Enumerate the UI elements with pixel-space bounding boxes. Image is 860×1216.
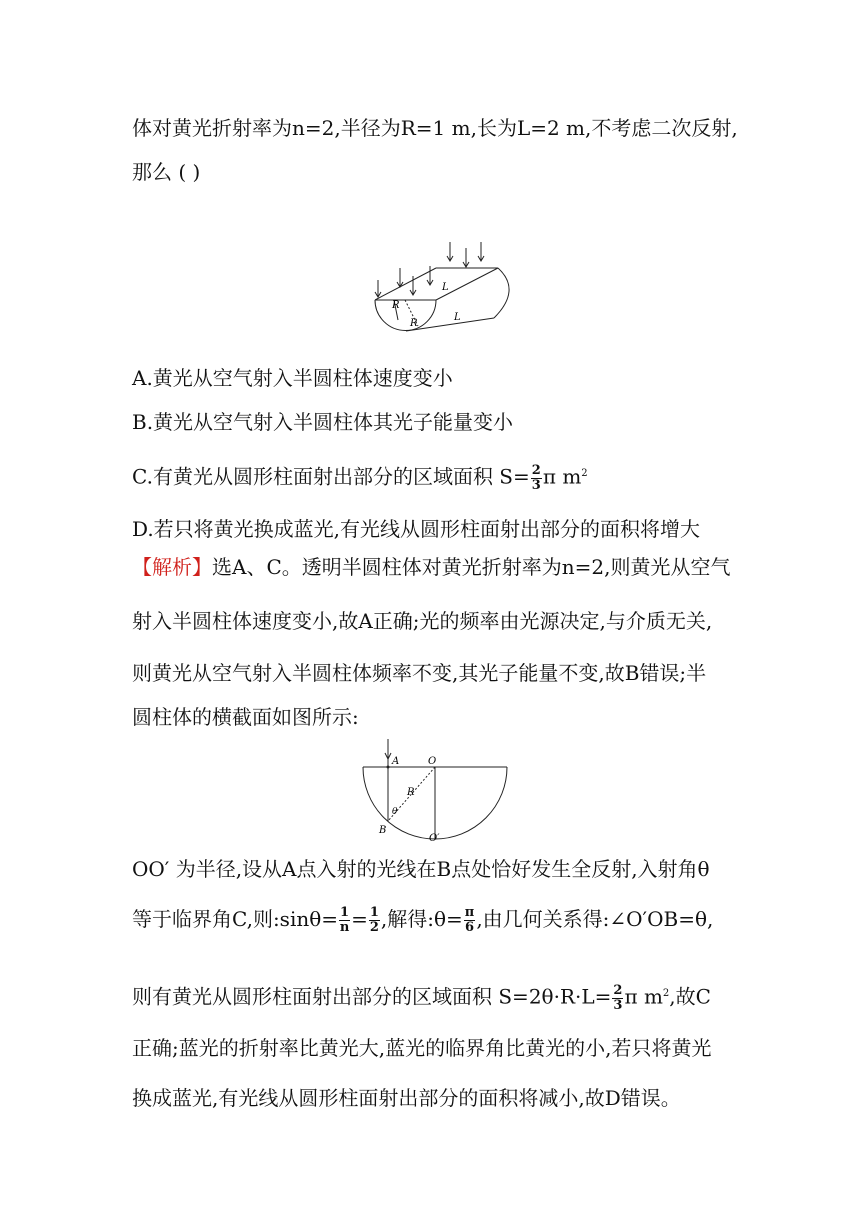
analysis-line-6-eq: = (351, 907, 368, 931)
figure2-label-O-prime: O′ (429, 833, 440, 844)
analysis-line-5: OO′ 为半径,设从A点入射的光线在B点处恰好发生全反射,入射角θ (132, 857, 710, 881)
fraction-pi-over-6 (464, 906, 476, 935)
fraction-4-numerator: 2 (613, 982, 623, 998)
fraction-1-over-n (339, 906, 350, 935)
analysis-tag: 【解析】 (132, 555, 212, 579)
figure1-label-R-bottom: R (410, 318, 418, 329)
fraction-1-denominator: n (339, 920, 350, 935)
fraction-3-numerator: π (464, 905, 475, 920)
fraction-2-over-3 (612, 984, 623, 1013)
analysis-line-9: 换成蓝光,有光线从圆形柱面射出部分的面积将减小,故D错误。 (132, 1086, 681, 1110)
figure1-label-L-top: L (442, 282, 449, 293)
option-c-unit: π m (542, 464, 582, 489)
analysis-line-7-a: 则有黄光从圆形柱面射出部分的区域面积 S=2θ·R·L= (132, 984, 612, 1009)
fraction-3-denominator: 6 (465, 920, 475, 935)
figure2-label-theta: θ (392, 807, 398, 817)
analysis-line-7 (132, 980, 711, 1013)
analysis-line-8: 正确;蓝光的折射率比黄光大,蓝光的临界角比黄光的小,若只将黄光 (132, 1036, 712, 1060)
half-cylinder-figure (370, 240, 520, 350)
analysis-line-6 (132, 905, 713, 935)
option-c (132, 460, 588, 493)
analysis-line-7-superscript: 2 (662, 988, 670, 999)
fraction-2-denominator: 2 (369, 920, 379, 935)
figure2-label-R: R (407, 787, 415, 798)
analysis-line-6-c: ,由几何关系得:∠O′OB=θ, (476, 907, 714, 931)
question-line-2: 那么 ( ) (132, 160, 201, 184)
question-line-1: 体对黄光折射率为n=2,半径为R=1 m,长为L=2 m,不考虑二次反射, (132, 116, 738, 140)
option-d: D.若只将黄光换成蓝光,有光线从圆形柱面射出部分的面积将增大 (132, 517, 701, 541)
analysis-line-7-b: π m (624, 984, 663, 1009)
option-a: A.黄光从空气射入半圆柱体速度变小 (132, 366, 453, 390)
fraction-1-over-2 (369, 906, 380, 935)
analysis-line-1 (132, 553, 730, 581)
analysis-line-6-a: 等于临界角C,则:sinθ= (132, 907, 339, 931)
figure1-label-L-side: L (454, 312, 461, 323)
analysis-line-4: 圆柱体的横截面如图所示: (132, 705, 359, 729)
cross-section-figure (355, 737, 515, 845)
option-c-fraction (531, 464, 542, 493)
figure2-label-O: O (428, 756, 437, 767)
option-c-denominator: 3 (531, 477, 541, 493)
fraction-4-denominator: 3 (613, 997, 623, 1013)
fraction-1-numerator: 1 (340, 905, 350, 920)
analysis-line-1-text: 选A、C。透明半圆柱体对黄光折射率为n=2,则黄光从空气 (212, 555, 731, 579)
figure2-label-B: B (379, 825, 387, 836)
analysis-line-3: 则黄光从空气射入半圆柱体频率不变,其光子能量不变,故B错误;半 (132, 661, 707, 685)
option-b: B.黄光从空气射入半圆柱体其光子能量变小 (132, 410, 514, 434)
figure2-label-A: A (392, 756, 400, 767)
analysis-line-7-c: ,故C (669, 984, 711, 1009)
option-c-superscript: 2 (581, 468, 588, 479)
analysis-line-6-b: ,解得:θ= (380, 907, 463, 931)
figure1-label-R-top: R (392, 300, 400, 311)
option-c-numerator: 2 (531, 462, 541, 478)
fraction-2-numerator: 1 (369, 905, 379, 920)
analysis-line-2: 射入半圆柱体速度变小,故A正确;光的频率由光源决定,与介质无关, (132, 609, 713, 633)
option-c-text: C.有黄光从圆形柱面射出部分的区域面积 S= (132, 464, 530, 489)
